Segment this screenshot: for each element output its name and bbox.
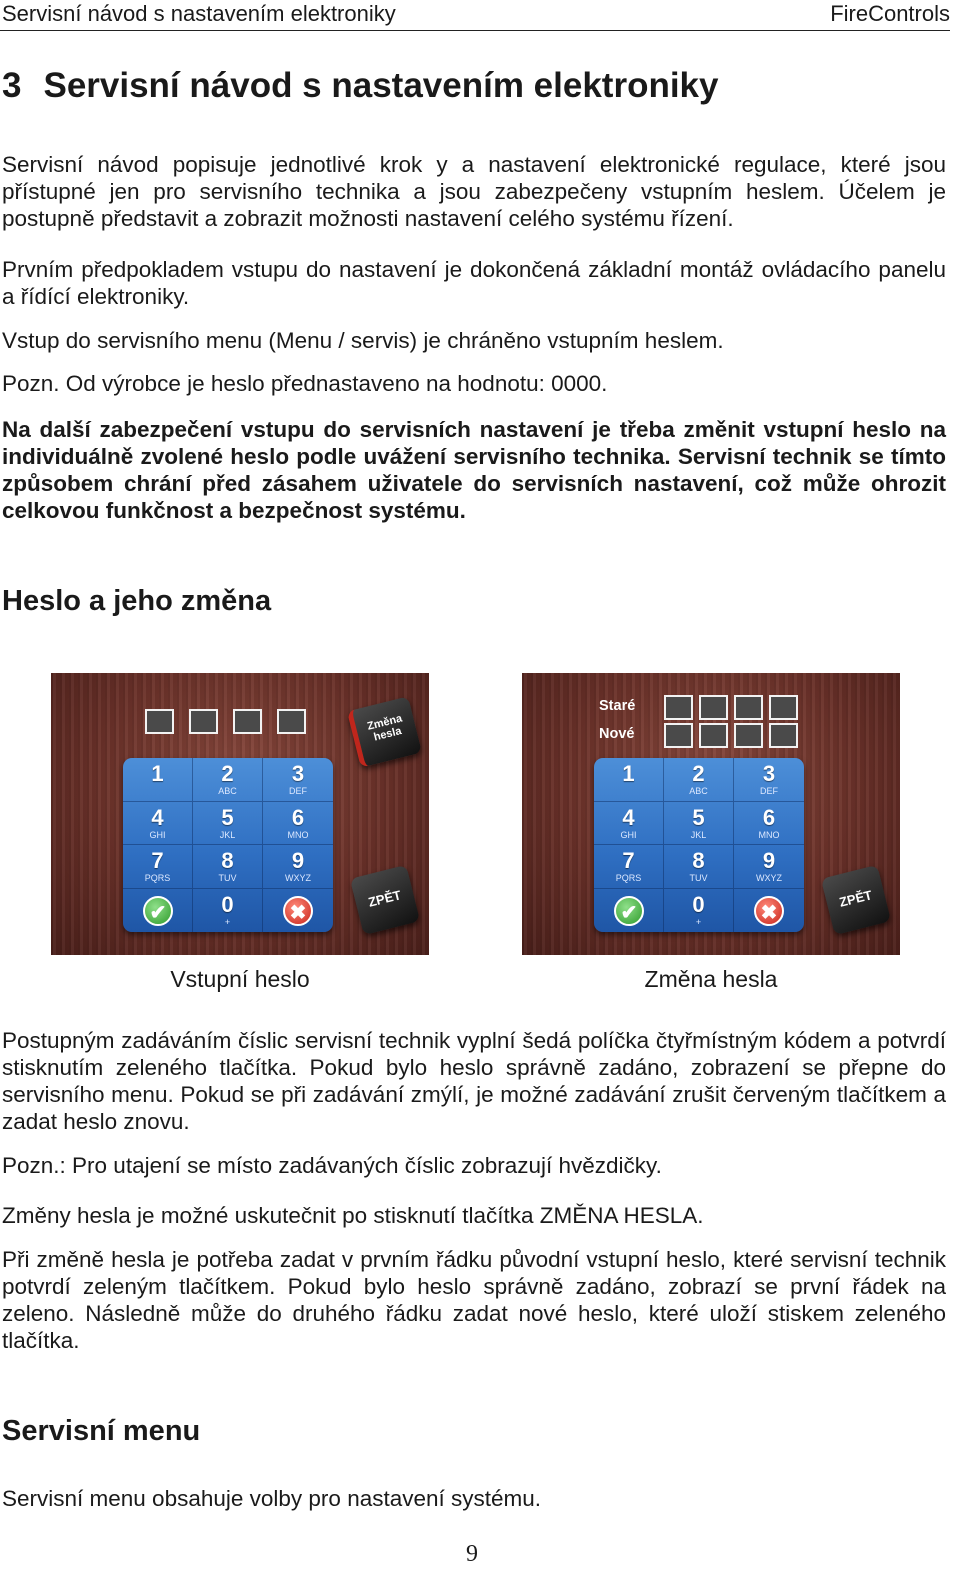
- cross-icon: ✖: [283, 896, 313, 926]
- pin-box: [145, 709, 174, 734]
- cancel-key[interactable]: [263, 889, 333, 933]
- check-icon: ✔: [614, 896, 644, 926]
- back-button[interactable]: [821, 865, 891, 935]
- key-5[interactable]: 5 JKL: [664, 802, 734, 846]
- key-6[interactable]: 6 MNO: [734, 802, 804, 846]
- asterisk-note: Pozn.: Pro utajení se místo zadávaných číslic zobrazují hvězdičky.: [2, 1153, 662, 1178]
- back-label: ZPĚT: [366, 887, 403, 910]
- keypad: [594, 758, 804, 932]
- running-header: [0, 0, 950, 31]
- key-4[interactable]: 4 GHI: [594, 802, 664, 846]
- password-entry-screenshot: [51, 673, 429, 955]
- key-3[interactable]: 3 DEF: [263, 758, 333, 802]
- change-password-paragraph: Změny hesla je možné uskutečnit po stisknutí tlačítka ZMĚNA HESLA.: [2, 1203, 704, 1228]
- key-4[interactable]: 4 GHI: [123, 802, 193, 846]
- section-title: [2, 66, 718, 106]
- old-pin-box: [734, 695, 763, 720]
- default-password-note: Pozn. Od výrobce je heslo přednastaveno na hodnotu: 0000.: [2, 371, 608, 396]
- key-8[interactable]: 8 TUV: [664, 845, 734, 889]
- security-paragraph: Na další zabezpečení vstupu do servisních nastavení je třeba změnit vstupní heslo na individuálně zvolené heslo podle uvážení servisního technika. Servisní technik se tímto způsobem chrání před zásahem uživatele do servisních nastavení, což může ohrozit celkovou funkčnost a bezpečnost systému.: [2, 417, 946, 523]
- menu-access-paragraph: Vstup do servisního menu (Menu / servis) je chráněno vstupním heslem.: [2, 328, 724, 353]
- key-2[interactable]: 2 ABC: [193, 758, 263, 802]
- old-pin-box: [664, 695, 693, 720]
- key-1[interactable]: 1: [594, 758, 664, 802]
- service-menu-heading: Servisní menu: [2, 1415, 201, 1447]
- key-3[interactable]: 3 DEF: [734, 758, 804, 802]
- right-figure-caption: Změna hesla: [644, 966, 778, 992]
- key-5[interactable]: 5 JKL: [193, 802, 263, 846]
- section-number: 3: [2, 66, 22, 105]
- key-9[interactable]: 9 WXYZ: [734, 845, 804, 889]
- key-2[interactable]: 2 ABC: [664, 758, 734, 802]
- check-icon: ✔: [143, 896, 173, 926]
- old-pin-box: [699, 695, 728, 720]
- key-0[interactable]: 0 +: [664, 889, 734, 933]
- keypad: [123, 758, 333, 932]
- old-pin-box: [769, 695, 798, 720]
- key-8[interactable]: 8 TUV: [193, 845, 263, 889]
- new-pin-box: [699, 723, 728, 748]
- key-9[interactable]: 9 WXYZ: [263, 845, 333, 889]
- cancel-key[interactable]: [734, 889, 804, 933]
- new-pin-box: [769, 723, 798, 748]
- pin-box: [277, 709, 306, 734]
- page-number: 9: [466, 1541, 478, 1567]
- section-title-text: Servisní návod s nastavením elektroniky: [43, 66, 719, 105]
- key-0[interactable]: 0 +: [193, 889, 263, 933]
- cross-icon: ✖: [754, 896, 784, 926]
- header-title: Servisní návod s nastavením elektroniky: [2, 1, 396, 26]
- key-7[interactable]: 7 PQRS: [594, 845, 664, 889]
- confirm-key[interactable]: [123, 889, 193, 933]
- header-brand: FireControls: [830, 1, 950, 26]
- change-password-label: Změna hesla: [366, 712, 404, 744]
- intro-paragraph: Servisní návod popisuje jednotlivé krok y a nastavení elektronické regulace, které jsou přístupné jen pro servisního technika a jsou zabezpečeny vstupním heslem. Účelem je postupně představit a zobrazit možnosti nastavení celého systému řízení.: [2, 152, 946, 231]
- pin-box: [189, 709, 218, 734]
- old-password-label: Staré: [599, 698, 636, 714]
- confirm-key[interactable]: [594, 889, 664, 933]
- pin-box: [233, 709, 262, 734]
- password-heading: Heslo a jeho změna: [2, 585, 272, 617]
- password-change-screenshot: [522, 673, 900, 955]
- new-pin-box: [664, 723, 693, 748]
- entry-procedure-paragraph: Postupným zadáváním číslic servisní technik vyplní šedá políčka čtyřmístným kódem a potvrdí stisknutím zeleného tlačítka. Pokud bylo heslo správně zadáno, zobrazení se přepne do servisního menu. Pokud se při zadávání zmýlí, je možné zadávání zrušit červeným tlačítkem a zadat heslo znovu.: [2, 1028, 946, 1134]
- left-figure-caption: Vstupní heslo: [170, 966, 310, 992]
- change-procedure-paragraph: Při změně hesla je potřeba zadat v prvním řádku původní vstupní heslo, které servisní technik potvrdí zeleným tlačítkem. Pokud bylo heslo správně zadáno, zobrazí se první řádek na zeleno. Následně může do druhého řádku zadat nové heslo, které uloží stiskem zeleného tlačítka.: [2, 1247, 946, 1353]
- key-1[interactable]: 1: [123, 758, 193, 802]
- key-6[interactable]: 6 MNO: [263, 802, 333, 846]
- new-password-label: Nové: [599, 726, 635, 742]
- service-menu-paragraph: Servisní menu obsahuje volby pro nastavení systému.: [2, 1486, 542, 1511]
- change-password-button[interactable]: [347, 696, 422, 768]
- new-pin-box: [734, 723, 763, 748]
- back-label: ZPĚT: [837, 887, 874, 910]
- back-button[interactable]: [350, 865, 420, 935]
- prerequisite-paragraph: Prvním předpokladem vstupu do nastavení je dokončená základní montáž ovládacího panelu a řídící elektroniky.: [2, 257, 946, 309]
- key-7[interactable]: 7 PQRS: [123, 845, 193, 889]
